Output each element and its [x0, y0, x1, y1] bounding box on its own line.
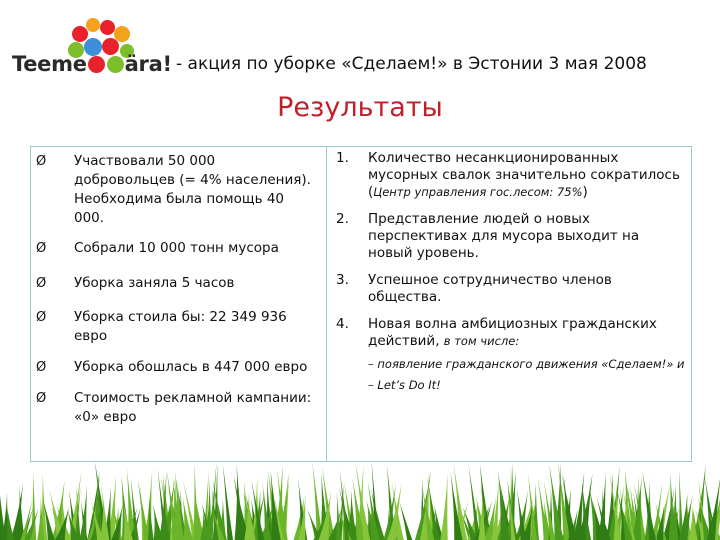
right-column: [336, 150, 686, 394]
header-subtitle: - акция по уборке «Сделаем!» в Эстонии 3 мая 2008: [176, 54, 647, 74]
arrow-bullet-icon: Ø: [36, 276, 47, 291]
list-item: Ø Участвовали 50 000 добровольцев (= 4% населения). Необходима была помощь 40 000.: [36, 153, 311, 226]
grass-blade: [440, 473, 447, 540]
list-item: Ø Уборка стоила бы: 22 349 936 евро: [36, 309, 287, 344]
left-column: [36, 152, 316, 427]
arrow-bullet-icon: Ø: [36, 154, 47, 169]
teeme-ara-logo: [10, 14, 176, 84]
list-item: Ø Уборка обошлась в 447 000 евро: [36, 359, 308, 375]
list-item: Ø Стоимость рекламной кампании: «0» евро: [36, 390, 312, 425]
grass-blade: [336, 492, 341, 540]
green-smile-icon: [107, 56, 124, 73]
header: [10, 14, 710, 84]
logo-wordmark: Teeme ära!: [12, 52, 172, 76]
column-divider: [326, 146, 327, 462]
list-item: 2. Представление людей о новых перспективах для мусора выходит на новый уровень.: [336, 211, 640, 261]
list-item: Ø Собрали 10 000 тонн мусора: [36, 240, 279, 256]
sub-list-item: – появление гражданского движения «Сделаем!» и: [368, 357, 685, 371]
sub-list-item: – Let’s Do It!: [368, 378, 441, 392]
grass-decoration: [0, 460, 720, 540]
list-item: 4. Новая волна амбициозных гражданских действий, в том числе:: [336, 316, 657, 349]
red-smile-icon: [88, 56, 105, 73]
list-item: 3. Успешное сотрудничество членов общества.: [336, 272, 612, 305]
page-title: Результаты: [277, 92, 443, 123]
arrow-bullet-icon: Ø: [36, 310, 47, 325]
grass-blade: [79, 486, 86, 540]
arrow-bullet-icon: Ø: [36, 360, 47, 375]
arrow-bullet-icon: Ø: [36, 391, 47, 406]
list-item: Ø Уборка заняла 5 часов: [36, 275, 235, 291]
grass-blade: [193, 462, 198, 540]
list-item: 1. Количество несанкционированных мусорных свалок значительно сократилось (Центр управления гос.лесом: 75%): [336, 150, 680, 200]
arrow-bullet-icon: Ø: [36, 241, 47, 256]
